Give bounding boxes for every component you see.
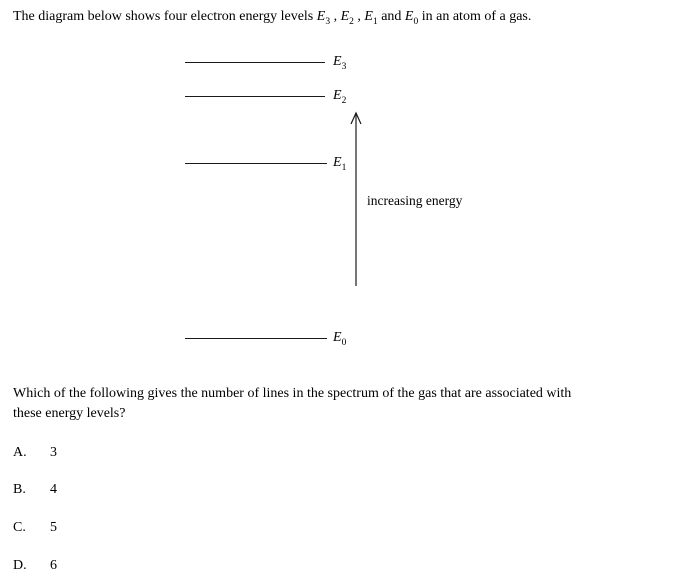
answer-option-c bbox=[13, 519, 57, 537]
option-letter: B. bbox=[13, 482, 26, 497]
energy-level-label-e2: $E_2$ bbox=[333, 88, 347, 106]
option-value: 4 bbox=[50, 482, 57, 497]
intro-text-before: The diagram below shows four electron energy levels bbox=[13, 9, 317, 24]
energy-level-label-e0: $E_0$ bbox=[333, 330, 347, 348]
option-value: 3 bbox=[50, 445, 57, 460]
energy-level-line-e1 bbox=[185, 163, 327, 164]
increasing-energy-arrow bbox=[345, 109, 367, 288]
level-symbol-e1-inline: $E_1$ bbox=[364, 9, 378, 27]
question-line-1: Which of the following gives the number of lines in the spectrum of the gas that are associated with bbox=[13, 386, 572, 401]
answer-option-a bbox=[13, 444, 57, 462]
option-letter: A. bbox=[13, 445, 27, 460]
energy-level-label-e3: $E_3$ bbox=[333, 54, 347, 72]
energy-level-line-e2 bbox=[185, 96, 325, 97]
intro-separator: and bbox=[377, 9, 405, 24]
question-intro bbox=[13, 7, 685, 26]
option-letter: C. bbox=[13, 520, 26, 535]
intro-separator: , bbox=[330, 9, 341, 24]
option-value: 6 bbox=[50, 558, 57, 573]
energy-level-label-e1: $E_1$ bbox=[333, 155, 347, 173]
answer-option-d bbox=[13, 557, 57, 575]
answer-option-b bbox=[13, 481, 57, 499]
increasing-energy-label: increasing energy bbox=[367, 193, 463, 208]
option-value: 5 bbox=[50, 520, 57, 535]
question-text bbox=[13, 384, 685, 423]
energy-level-line-e0 bbox=[185, 338, 327, 339]
intro-separator: , bbox=[353, 9, 365, 24]
level-symbol-e2-inline: $E_2$ bbox=[340, 9, 354, 27]
energy-level-line-e3 bbox=[185, 62, 325, 63]
option-letter: D. bbox=[13, 558, 27, 573]
question-line-2: these energy levels? bbox=[13, 405, 126, 421]
intro-text-after: in an atom of a gas. bbox=[418, 9, 532, 24]
level-symbol-e3-inline: $E_3$ bbox=[316, 9, 331, 27]
level-symbol-e0-inline: $E_0$ bbox=[404, 9, 419, 27]
